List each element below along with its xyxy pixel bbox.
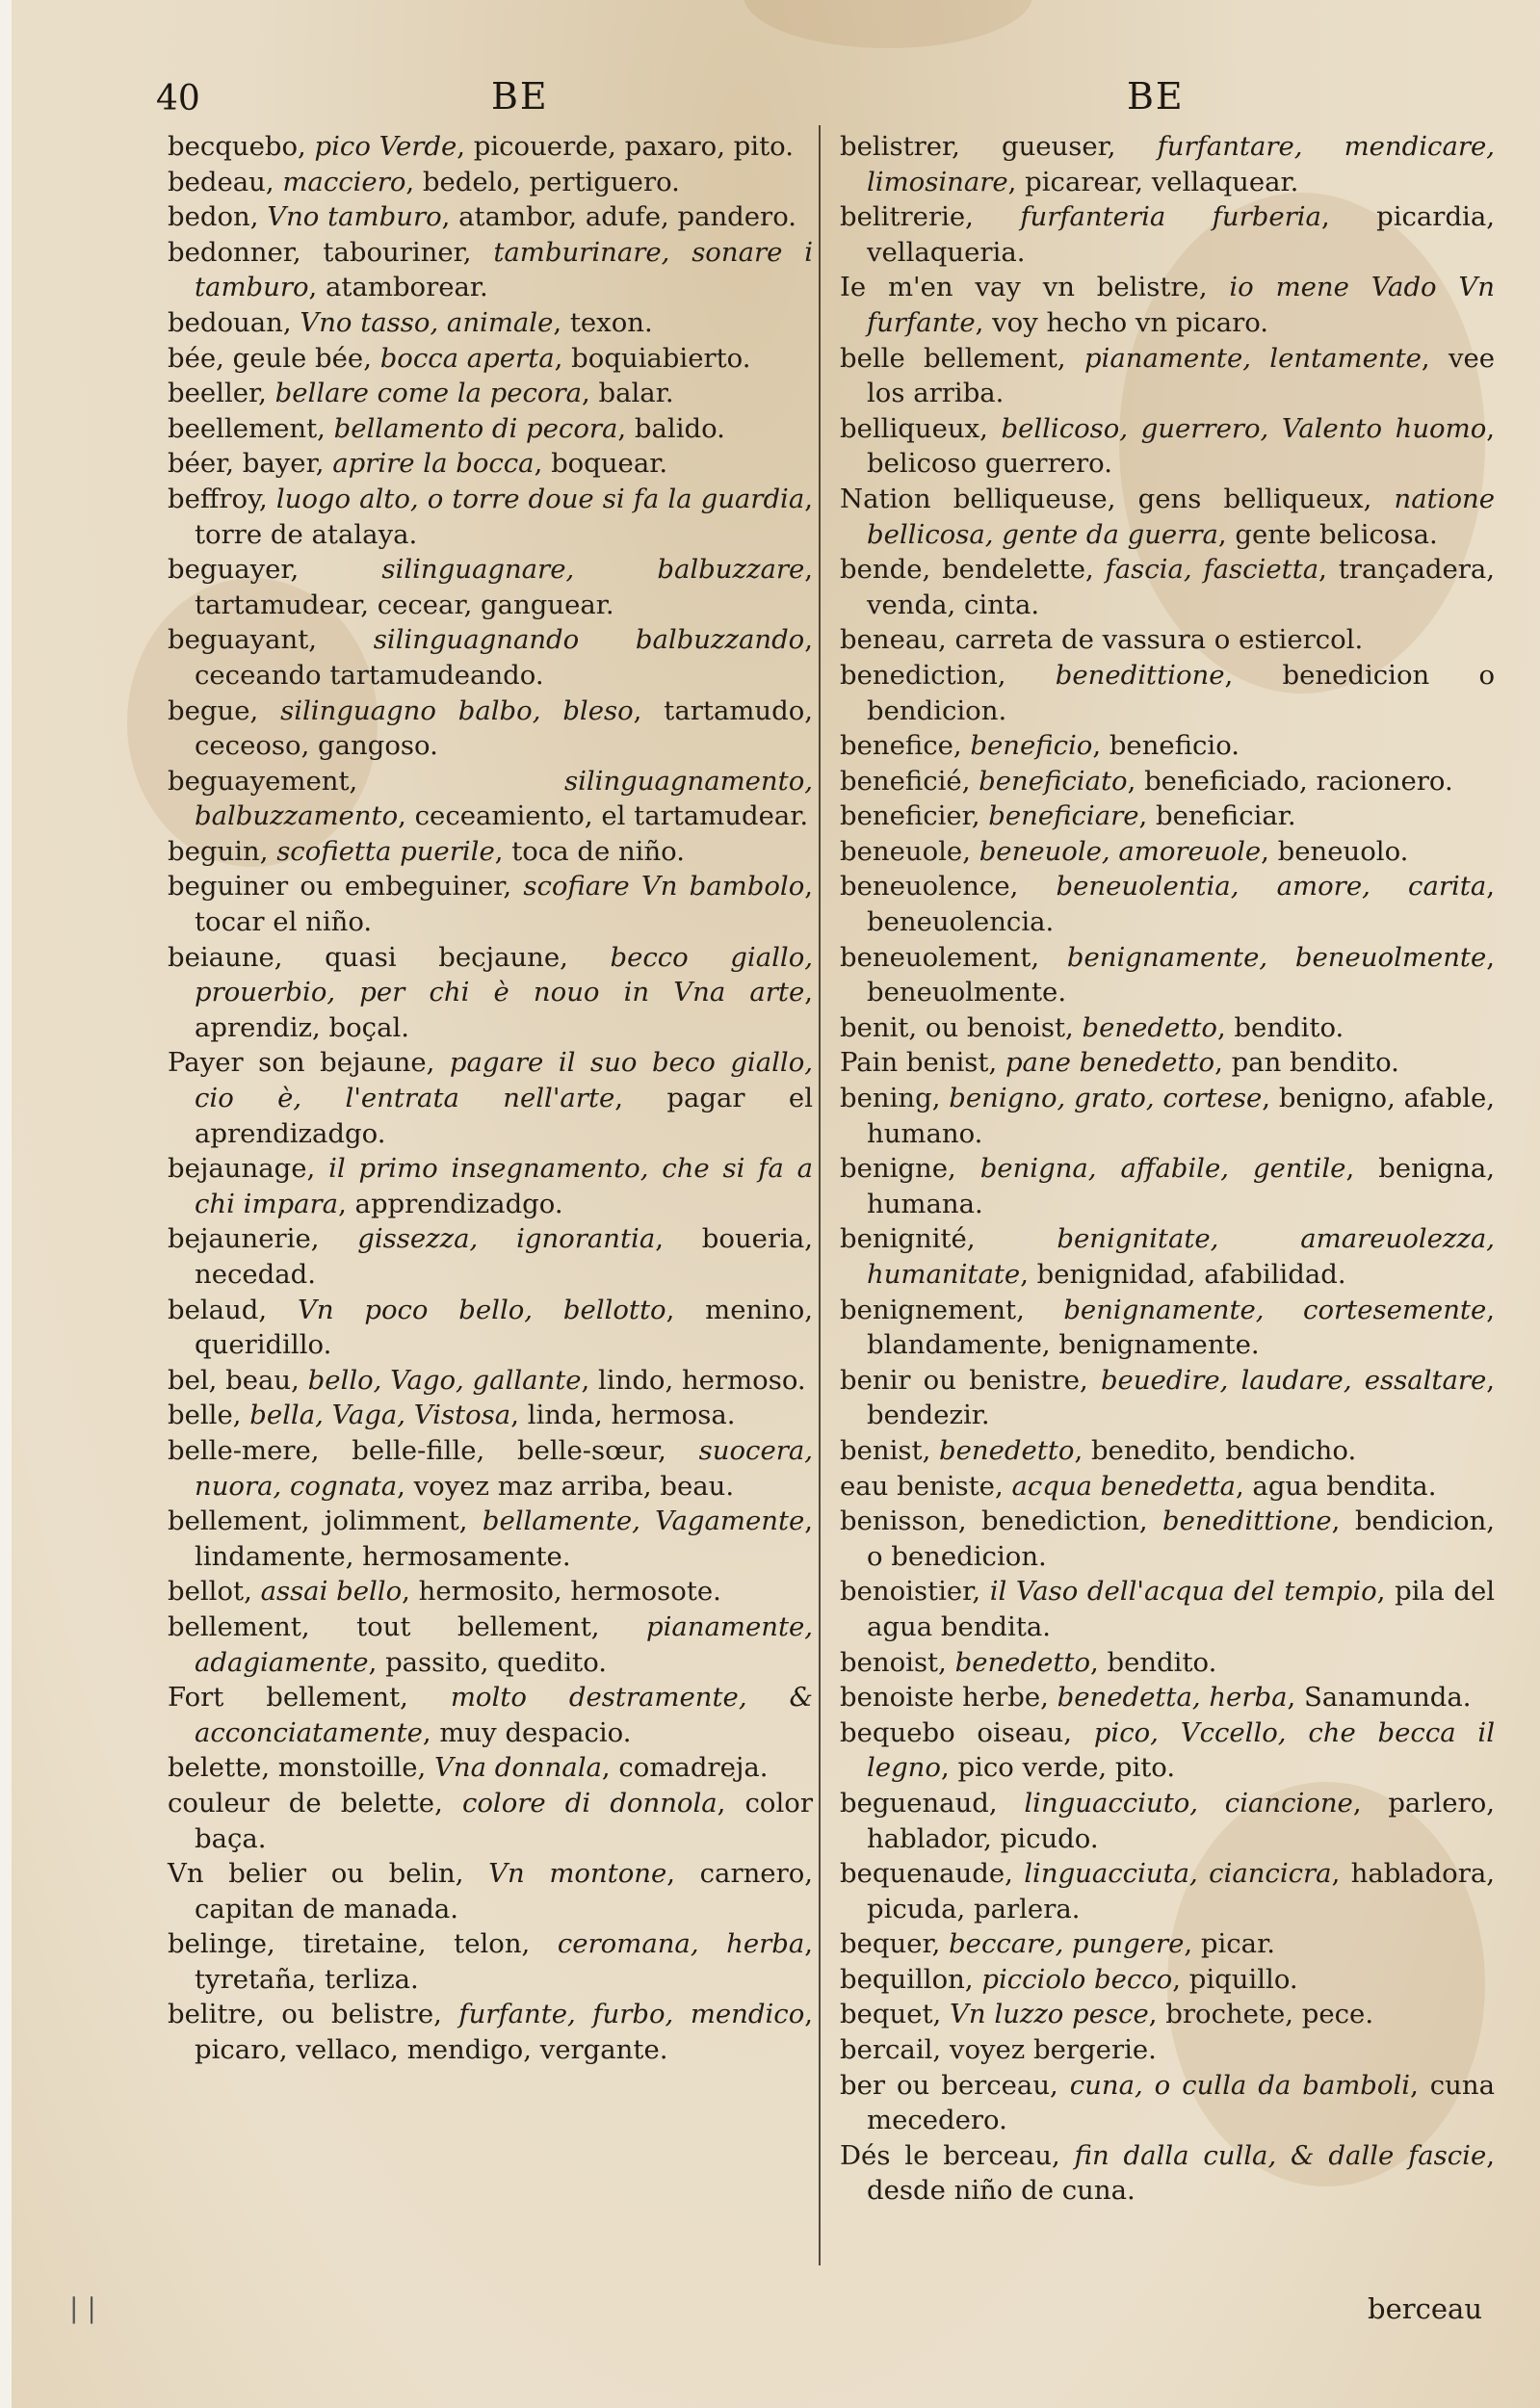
french-term: belle [168, 1400, 233, 1431]
italian-translation: picciolo becco [981, 1963, 1173, 1995]
page-mark: | | [69, 2292, 96, 2324]
french-term: belitre, ou belistre [168, 1999, 434, 2030]
italian-translation: silinguagnare, balbuzzare [381, 554, 805, 586]
french-term: bercail [840, 2034, 933, 2066]
spanish-translation: beneuolo. [1277, 835, 1409, 867]
dictionary-entry: bequillon, picciolo becco, piquillo. [840, 1963, 1298, 1995]
italian-translation: beneficiare [988, 800, 1139, 832]
italian-translation: linguacciuto, ciancione [1024, 1787, 1353, 1819]
dictionary-entry: Ie m'en vay vn belistre, io mene Vado Vn furfante, voy hecho vn picaro. [840, 272, 1496, 338]
spanish-translation: balido. [634, 412, 725, 444]
french-term: beguayant [168, 624, 309, 656]
spanish-translation: benignidad, afabilidad. [1036, 1259, 1346, 1290]
italian-translation: scofiare Vn bambolo [523, 871, 805, 903]
french-term: benoist [840, 1646, 939, 1678]
italian-translation: fascia, fascietta [1105, 554, 1319, 586]
spanish-translation: benedicion o bendicion. [867, 659, 1496, 726]
spanish-translation: boquear. [551, 448, 668, 480]
french-term: beellement [168, 412, 318, 444]
dictionary-entry: beneau, carreta de vassura o estiercol. [840, 624, 1364, 656]
spanish-translation: bendicion, o benedicion. [867, 1505, 1496, 1572]
dictionary-entry: belliqueux, bellicoso, guerrero, Valento huomo, belicoso guerrero. [840, 412, 1495, 480]
spanish-translation: beneficiar. [1156, 800, 1296, 832]
french-term: beguenaud [840, 1787, 989, 1819]
dictionary-entry: bequenaude, linguacciuta, ciancicra, habladora, picuda, parlera. [840, 1858, 1496, 1924]
spanish-translation: passito, quedito. [385, 1646, 608, 1678]
french-term: belinge, tiretaine, telon [168, 1928, 522, 1960]
italian-translation: benigna, affabile, gentile [979, 1153, 1346, 1185]
dictionary-entry: Vn belier ou belin, Vn montone, carnero, capitan de manada. [168, 1858, 814, 1924]
french-term: bedonner, tabouriner [168, 236, 463, 268]
dictionary-entry: bening, benigno, grato, cortese, benigno, afable, humano. [840, 1083, 1496, 1149]
dictionary-entry: belitre, ou belistre, furfante, furbo, mendico, picaro, vellaco, mendigo, vergante. [168, 1999, 814, 2066]
dictionary-entry: belle-mere, belle-fille, belle-sœur, suocera, nuora, cognata, voyez maz arriba, beau. [168, 1434, 813, 1502]
french-term: béer, bayer [168, 448, 316, 480]
spanish-translation: beneuolencia. [867, 906, 1055, 938]
dictionary-entry: bende, bendelette, fascia, fascietta, trançadera, venda, cinta. [840, 554, 1496, 620]
spanish-translation: tocar el niño. [195, 906, 373, 938]
italian-translation: assai bello [260, 1576, 403, 1608]
dictionary-entry: belistrer, gueuser, furfantare, mendicare, limosinare, picarear, vellaquear. [840, 131, 1495, 197]
italian-translation: io mene Vado Vn furfante [867, 272, 1496, 338]
italian-translation: furfante, furbo, mendico [458, 1999, 805, 2030]
spanish-translation: torre de atalaya. [195, 518, 418, 550]
spanish-translation: voyez maz arriba, beau. [413, 1470, 735, 1502]
italian-translation: Vn montone [488, 1858, 667, 1890]
spanish-translation: habladora, picuda, parlera. [867, 1858, 1496, 1924]
french-term: beneuolement [840, 941, 1031, 973]
italian-translation: silinguagno balbo, bleso [280, 694, 634, 726]
dictionary-entry: benediction, benedittione, benedicion o bendicion. [840, 659, 1496, 726]
italian-translation: beneficio [970, 730, 1093, 762]
italian-translation: linguacciuta, ciancicra [1024, 1858, 1332, 1890]
french-term: bedon [168, 201, 250, 233]
running-head-left: BE [491, 75, 549, 118]
italian-translation: benedetto [1082, 1011, 1217, 1043]
french-term: beeller [168, 378, 259, 409]
italian-translation: silinguagnando balbuzzando [373, 624, 805, 656]
dictionary-entry: bejaunage, il primo insegnamento, che si fa a chi impara, apprendizadgo. [168, 1153, 813, 1219]
spanish-translation: desde niño de cuna. [867, 2175, 1135, 2207]
dictionary-entry: belle bellement, pianamente, lentamente, vee los arriba. [840, 342, 1496, 409]
french-term: beffroy [168, 483, 260, 514]
french-term: benigne [840, 1153, 948, 1185]
italian-translation: pagare il suo beco giallo, cio è, l'entrata nell'arte [195, 1047, 814, 1114]
dictionary-entry: benit, ou benoist, benedetto, bendito. [840, 1011, 1344, 1043]
french-term: benignité [840, 1223, 967, 1255]
dictionary-entry: bellot, assai bello, hermosito, hermosote. [168, 1576, 721, 1608]
french-term: Payer son bejaune [168, 1047, 427, 1079]
french-term: bellement, tout bellement [168, 1610, 591, 1642]
spanish-translation: aprendiz, boçal. [195, 1011, 409, 1043]
spanish-translation: benedito, bendicho. [1090, 1434, 1357, 1466]
dictionary-entry: bellement, tout bellement, pianamente, adagiamente, passito, quedito. [168, 1610, 814, 1678]
spanish-translation: pan bendito. [1231, 1047, 1399, 1079]
spanish-translation: carnero, capitan de manada. [195, 1858, 814, 1924]
spanish-translation: beneficiado, racionero. [1144, 765, 1453, 797]
spanish-translation: agua bendita. [1252, 1470, 1437, 1502]
spanish-translation: parlero, hablador, picudo. [867, 1787, 1495, 1854]
dictionary-entry: benignité, benignitate, amareuolezza, humanitate, benignidad, afabilidad. [840, 1223, 1495, 1290]
dictionary-entry: beneuole, beneuole, amoreuole, beneuolo. [840, 835, 1409, 867]
dictionary-entry: beiaune, quasi becjaune, becco giallo, prouerbio, per chi è nouo in Vna arte, aprendiz, boçal. [168, 941, 813, 1043]
spanish-translation: menino, queridillo. [195, 1294, 813, 1361]
dictionary-entry: Pain benist, pane benedetto, pan bendito. [840, 1047, 1399, 1079]
french-term: Nation belliqueuse, gens belliqueux [840, 483, 1364, 514]
dictionary-entry: beguenaud, linguacciuto, ciancione, parlero, hablador, picudo. [840, 1787, 1495, 1854]
french-term: benoistier [840, 1576, 973, 1608]
italian-translation: silinguagnamento, balbuzzamento [195, 765, 813, 832]
italian-translation: molto destramente, & acconciatamente [195, 1682, 813, 1748]
right-column [840, 129, 1495, 2209]
dictionary-entry: belitrerie, furfanteria furberia, picardia, vellaqueria. [840, 201, 1495, 268]
dictionary-entry: bejaunerie, gissezza, ignorantia, boueria, necedad. [168, 1223, 814, 1290]
italian-translation: furfanteria furberia [1020, 201, 1321, 233]
french-term: belaud [168, 1294, 259, 1325]
dictionary-entry: beellement, bellamento di pecora, balido. [168, 412, 725, 444]
dictionary-entry: Nation belliqueuse, gens belliqueux, natione bellicosa, gente da guerra, gente belicosa. [840, 483, 1495, 550]
italian-translation: benignamente, cortesemente [1063, 1294, 1487, 1325]
italian-translation: pico, Vccello, che becca il legno [867, 1716, 1496, 1784]
dictionary-entry: bercail, voyez bergerie. [840, 2034, 1157, 2066]
italian-translation: cuna, o culla da bamboli [1069, 2069, 1411, 2101]
french-term: bequebo oiseau [840, 1716, 1064, 1748]
dictionary-entry: Dés le berceau, fin dalla culla, & dalle fascie, desde niño de cuna. [840, 2139, 1495, 2207]
dictionary-entry: beguin, scofietta puerile, toca de niño. [168, 835, 686, 867]
spanish-translation: lindamente, hermosamente. [195, 1540, 571, 1572]
spanish-translation: tyretaña, terliza. [195, 1963, 419, 1995]
spanish-translation: hermosito, hermosote. [418, 1576, 721, 1608]
italian-translation: bellare come la pecora [274, 378, 583, 409]
french-term: beneficié [840, 765, 962, 797]
page-number: 40 [156, 79, 200, 118]
spanish-translation: beneuolmente. [867, 977, 1067, 1008]
italian-translation: bello, Vago, gallante [307, 1364, 582, 1396]
dictionary-entry: belinge, tiretaine, telon, ceromana, herba, tyretaña, terliza. [168, 1928, 813, 1995]
spanish-translation: color baça. [195, 1787, 813, 1854]
french-term: belitrerie [840, 201, 966, 233]
dictionary-entry: bel, beau, bello, Vago, gallante, lindo, hermoso. [168, 1364, 806, 1396]
italian-translation: benedetta, herba [1057, 1682, 1288, 1714]
dictionary-entry: Payer son bejaune, pagare il suo beco giallo, cio è, l'entrata nell'arte, pagar el aprendizadgo. [168, 1047, 814, 1149]
spanish-translation: beneficio. [1109, 730, 1240, 762]
italian-translation: benigno, grato, cortese [949, 1083, 1263, 1114]
spanish-translation: picardia, vellaqueria. [867, 201, 1495, 268]
french-term: bequet [840, 1999, 933, 2030]
spanish-translation: tartamudo, ceceoso, gangoso. [195, 694, 814, 762]
french-term: beguayement [168, 765, 350, 797]
italian-translation: beccare, pungere [949, 1928, 1185, 1960]
french-term: Pain benist [840, 1047, 989, 1079]
spanish-translation: comadreja. [618, 1752, 769, 1784]
spanish-translation: picaro, vellaco, mendigo, vergante. [195, 2034, 668, 2066]
dictionary-entry: belle, bella, Vaga, Vistosa, linda, hermosa. [168, 1400, 736, 1431]
french-term: bening [840, 1083, 932, 1114]
french-term: beguayer [168, 554, 291, 586]
french-term: bellot [168, 1576, 245, 1608]
french-term: beiaune, quasi becjaune [168, 941, 561, 973]
spanish-translation: benigna, humana. [867, 1153, 1496, 1219]
dictionary-entry: eau beniste, acqua benedetta, agua bendita. [840, 1470, 1437, 1502]
french-term: benefice [840, 730, 953, 762]
spanish-translation: blandamente, benignamente. [867, 1329, 1260, 1361]
italian-translation: beuedire, laudare, essaltare [1100, 1364, 1487, 1396]
french-term: bellement, jolimment [168, 1505, 459, 1537]
french-term: bequer [840, 1928, 932, 1960]
italian-translation: furfantare, mendicare, limosinare [867, 131, 1495, 197]
spanish-translation: boquiabierto. [571, 342, 751, 374]
spanish-translation: cuna mecedero. [867, 2069, 1496, 2136]
dictionary-entry: Fort bellement, molto destramente, & acconciatamente, muy despacio. [168, 1682, 813, 1748]
column-divider [819, 125, 821, 2265]
spanish-translation: lindo, hermoso. [598, 1364, 806, 1396]
french-term: belliqueux [840, 412, 980, 444]
italian-translation: Vno tamburo [267, 201, 442, 233]
italian-translation: bocca aperta [379, 342, 555, 374]
italian-translation: suocera, nuora, cognata [195, 1434, 813, 1502]
italian-translation: bella, Vaga, Vistosa [249, 1400, 511, 1431]
dictionary-entry: beguayant, silinguagnando balbuzzando, ceceando tartamudeando. [168, 624, 813, 691]
italian-translation: tamburinare, sonare i tamburo [195, 236, 813, 303]
french-term: benit, ou benoist [840, 1011, 1066, 1043]
dictionary-entry: beffroy, luogo alto, o torre doue si fa la guardia, torre de atalaya. [168, 483, 813, 550]
french-term: belette, monstoille [168, 1752, 418, 1784]
dictionary-entry: beneuolence, beneuolentia, amore, carita, beneuolencia. [840, 871, 1495, 938]
italian-translation: natione bellicosa, gente da guerra [867, 483, 1495, 550]
italian-translation: beneuole, amoreuole [979, 835, 1262, 867]
italian-translation: Vno tasso, animale [300, 306, 554, 338]
dictionary-entry: benignement, benignamente, cortesemente, blandamente, benignamente. [840, 1294, 1495, 1361]
french-term: benist [840, 1434, 923, 1466]
stain [744, 0, 1032, 48]
catchword: berceau [1368, 2292, 1482, 2325]
french-term: beguin [168, 835, 260, 867]
french-term: belistrer, gueuser [840, 131, 1108, 162]
dictionary-entry: bequet, Vn luzzo pesce, brochete, pece. [840, 1999, 1374, 2030]
french-term: couleur de belette [168, 1787, 435, 1819]
spanish-translation: voyez bergerie. [949, 2034, 1157, 2066]
italian-translation: benedittione [1055, 659, 1225, 691]
italian-translation: colore di donnola [461, 1787, 718, 1819]
french-term: bejaunage [168, 1153, 307, 1185]
french-term: belle bellement [840, 342, 1057, 374]
spanish-translation: vee los arriba. [867, 342, 1496, 409]
spanish-translation: apprendizadgo. [354, 1188, 563, 1219]
dictionary-entry: bedeau, macciero, bedelo, pertiguero. [168, 166, 680, 197]
italian-translation: Vna donnala [434, 1752, 602, 1784]
dictionary-entry: beneficié, beneficiato, beneficiado, racionero. [840, 765, 1453, 797]
spanish-translation: bendito. [1234, 1011, 1344, 1043]
spanish-translation: atambor, adufe, pandero. [458, 201, 797, 233]
french-term: beguiner ou embeguiner [168, 871, 504, 903]
spanish-translation: pila del agua bendita. [867, 1576, 1496, 1642]
spanish-translation: linda, hermosa. [527, 1400, 736, 1431]
italian-translation: benedetto [954, 1646, 1090, 1678]
italian-translation: Vn luzzo pesce [950, 1999, 1149, 2030]
book-page [12, 0, 1540, 2408]
french-term: benir ou benistre [840, 1364, 1081, 1396]
dictionary-entry: benoist, benedetto, bendito. [840, 1646, 1217, 1678]
french-term: begue [168, 694, 250, 726]
french-term: bel, beau [168, 1364, 292, 1396]
spanish-translation: bendezir. [867, 1400, 990, 1431]
dictionary-entry: begue, silinguagno balbo, bleso, tartamudo, ceceoso, gangoso. [168, 694, 814, 762]
french-term: Vn belier ou belin [168, 1858, 456, 1890]
french-term: Ie m'en vay vn belistre [840, 272, 1199, 303]
dictionary-entry: bedonner, tabouriner, tamburinare, sonare i tamburo, atamborear. [168, 236, 813, 303]
spanish-translation: piquillo. [1188, 1963, 1298, 1995]
spanish-translation: picarear, vellaquear. [1025, 166, 1299, 197]
italian-translation: fin dalla culla, & dalle fascie [1074, 2139, 1487, 2171]
spanish-translation: muy despacio. [439, 1716, 632, 1748]
spanish-translation: benigno, afable, humano. [867, 1083, 1496, 1149]
french-term: becquebo [168, 131, 299, 162]
french-term: bejaunerie [168, 1223, 311, 1255]
spanish-translation: brochete, pece. [1165, 1999, 1374, 2030]
italian-translation: luogo alto, o torre doue si fa la guardia [275, 483, 805, 514]
spanish-translation: picouerde, paxaro, pito. [473, 131, 794, 162]
spanish-translation: carreta de vassura o estiercol. [954, 624, 1364, 656]
spanish-translation: picar. [1200, 1928, 1275, 1960]
italian-translation: beneficiato [979, 765, 1128, 797]
italian-translation: bellicoso, guerrero, Valento huomo [1001, 412, 1487, 444]
french-term: bée, geule bée [168, 342, 364, 374]
spanish-translation: atamborear. [326, 272, 488, 303]
spanish-translation: tartamudear, cecear, ganguear. [195, 589, 614, 620]
dictionary-entry: beneficier, beneficiare, beneficiar. [840, 800, 1296, 832]
italian-translation: pianamente, adagiamente [195, 1610, 814, 1678]
left-column [168, 129, 813, 2068]
french-term: ber ou berceau [840, 2069, 1051, 2101]
french-term: benignement [840, 1294, 1017, 1325]
french-term: beneuole [840, 835, 963, 867]
french-term: bedouan [168, 306, 283, 338]
dictionary-entry: bequebo oiseau, pico, Vccello, che becca il legno, pico verde, pito. [840, 1716, 1496, 1784]
dictionary-entry: couleur de belette, colore di donnola, color baça. [168, 1787, 813, 1854]
running-head-right: BE [1127, 75, 1185, 118]
french-term: beneau [840, 624, 938, 656]
dictionary-entry: benefice, beneficio, beneficio. [840, 730, 1240, 762]
spanish-translation: bedelo, pertiguero. [422, 166, 680, 197]
dictionary-entry: béer, bayer, aprire la bocca, boquear. [168, 448, 668, 480]
dictionary-entry: beeller, bellare come la pecora, balar. [168, 378, 674, 409]
dictionary-entry: benisson, benediction, benedittione, bendicion, o benedicion. [840, 1505, 1496, 1572]
french-term: Dés le berceau [840, 2139, 1053, 2171]
spanish-translation: belicoso guerrero. [867, 448, 1112, 480]
italian-translation: il Vaso dell'acqua del tempio [989, 1576, 1377, 1608]
dictionary-entry: bellement, jolimment, bellamente, Vagamente, lindamente, hermosamente. [168, 1505, 814, 1572]
dictionary-entry: beneuolement, benignamente, beneuolmente, beneuolmente. [840, 941, 1495, 1008]
french-term: belle-mere, belle-fille, belle-sœur [168, 1434, 659, 1466]
spanish-translation: pagar el aprendizadgo. [195, 1083, 813, 1149]
spanish-translation: toca de niño. [511, 835, 686, 867]
dictionary-entry: bedon, Vno tamburo, atambor, adufe, pandero. [168, 201, 797, 233]
dictionary-entry: belette, monstoille, Vna donnala, comadreja. [168, 1752, 769, 1784]
dictionary-entry: beguiner ou embeguiner, scofiare Vn bambolo, tocar el niño. [168, 871, 814, 938]
french-term: beneuolence [840, 871, 1010, 903]
italian-translation: benedittione [1162, 1505, 1332, 1537]
spanish-translation: pico verde, pito. [957, 1752, 1176, 1784]
italian-translation: scofietta puerile [276, 835, 495, 867]
dictionary-entry: benoistier, il Vaso dell'acqua del tempio, pila del agua bendita. [840, 1576, 1496, 1642]
dictionary-entry: bedouan, Vno tasso, animale, texon. [168, 306, 653, 338]
dictionary-entry: beguayer, silinguagnare, balbuzzare, tartamudear, cecear, ganguear. [168, 554, 814, 620]
french-term: bequenaude [840, 1858, 1005, 1890]
spanish-translation: bendito. [1107, 1646, 1217, 1678]
italian-translation: ceromana, herba [557, 1928, 805, 1960]
french-term: Fort bellement [168, 1682, 401, 1714]
spanish-translation: boueria, necedad. [195, 1223, 814, 1290]
italian-translation: becco giallo, prouerbio, per chi è nouo in Vna arte [195, 941, 813, 1008]
italian-translation: benedetto [939, 1434, 1075, 1466]
dictionary-entry: bequer, beccare, pungere, picar. [840, 1928, 1275, 1960]
dictionary-entry: benist, benedetto, benedito, bendicho. [840, 1434, 1357, 1466]
italian-translation: acqua benedetta [1011, 1470, 1236, 1502]
dictionary-entry: benoiste herbe, benedetta, herba, Sanamunda. [840, 1682, 1472, 1714]
italian-translation: pianamente, lentamente [1083, 342, 1422, 374]
french-term: benediction [840, 659, 998, 691]
dictionary-entry: benigne, benigna, affabile, gentile, benigna, humana. [840, 1153, 1496, 1219]
dictionary-entry: ber ou berceau, cuna, o culla da bamboli, cuna mecedero. [840, 2069, 1496, 2136]
spanish-translation: ceceando tartamudeando. [195, 659, 544, 691]
french-term: beneficier [840, 800, 972, 832]
italian-translation: aprire la bocca [332, 448, 535, 480]
dictionary-entry: beguayement, silinguagnamento, balbuzzamento, ceceamiento, el tartamudear. [168, 765, 813, 832]
spanish-translation: texon. [569, 306, 653, 338]
italian-translation: bellamento di pecora [333, 412, 618, 444]
spanish-translation: gente belicosa. [1235, 518, 1438, 550]
italian-translation: il primo insegnamento, che si fa a chi impara [195, 1153, 813, 1219]
italian-translation: gissezza, ignorantia [357, 1223, 656, 1255]
french-term: benoiste herbe [840, 1682, 1041, 1714]
italian-translation: Vn poco bello, bellotto [297, 1294, 666, 1325]
italian-translation: benignitate, amareuolezza, humanitate [867, 1223, 1495, 1290]
spanish-translation: voy hecho vn picaro. [992, 306, 1269, 338]
italian-translation: benignamente, beneuolmente [1066, 941, 1487, 973]
french-term: benisson, benediction [840, 1505, 1139, 1537]
dictionary-entry: becquebo, pico Verde, picouerde, paxaro, pito. [168, 131, 794, 162]
italian-translation: beneuolentia, amore, carita [1056, 871, 1487, 903]
dictionary-entry: bée, geule bée, bocca aperta, boquiabierto. [168, 342, 751, 374]
spanish-translation: balar. [598, 378, 674, 409]
spanish-translation: trançadera, venda, cinta. [867, 554, 1496, 620]
page-edge [0, 0, 12, 2408]
italian-translation: bellamente, Vagamente [482, 1505, 805, 1537]
italian-translation: pico Verde [314, 131, 457, 162]
spanish-translation: ceceamiento, el tartamudear. [414, 800, 809, 832]
spanish-translation: Sanamunda. [1303, 1682, 1472, 1714]
dictionary-entry: benir ou benistre, beuedire, laudare, essaltare, bendezir. [840, 1364, 1496, 1431]
french-term: bedeau [168, 166, 266, 197]
dictionary-entry: belaud, Vn poco bello, bellotto, menino, queridillo. [168, 1294, 813, 1361]
italian-translation: macciero [282, 166, 406, 197]
french-term: eau beniste [840, 1470, 995, 1502]
french-term: bende, bendelette [840, 554, 1085, 586]
french-term: bequillon [840, 1963, 965, 1995]
italian-translation: pane benedetto [1005, 1047, 1215, 1079]
